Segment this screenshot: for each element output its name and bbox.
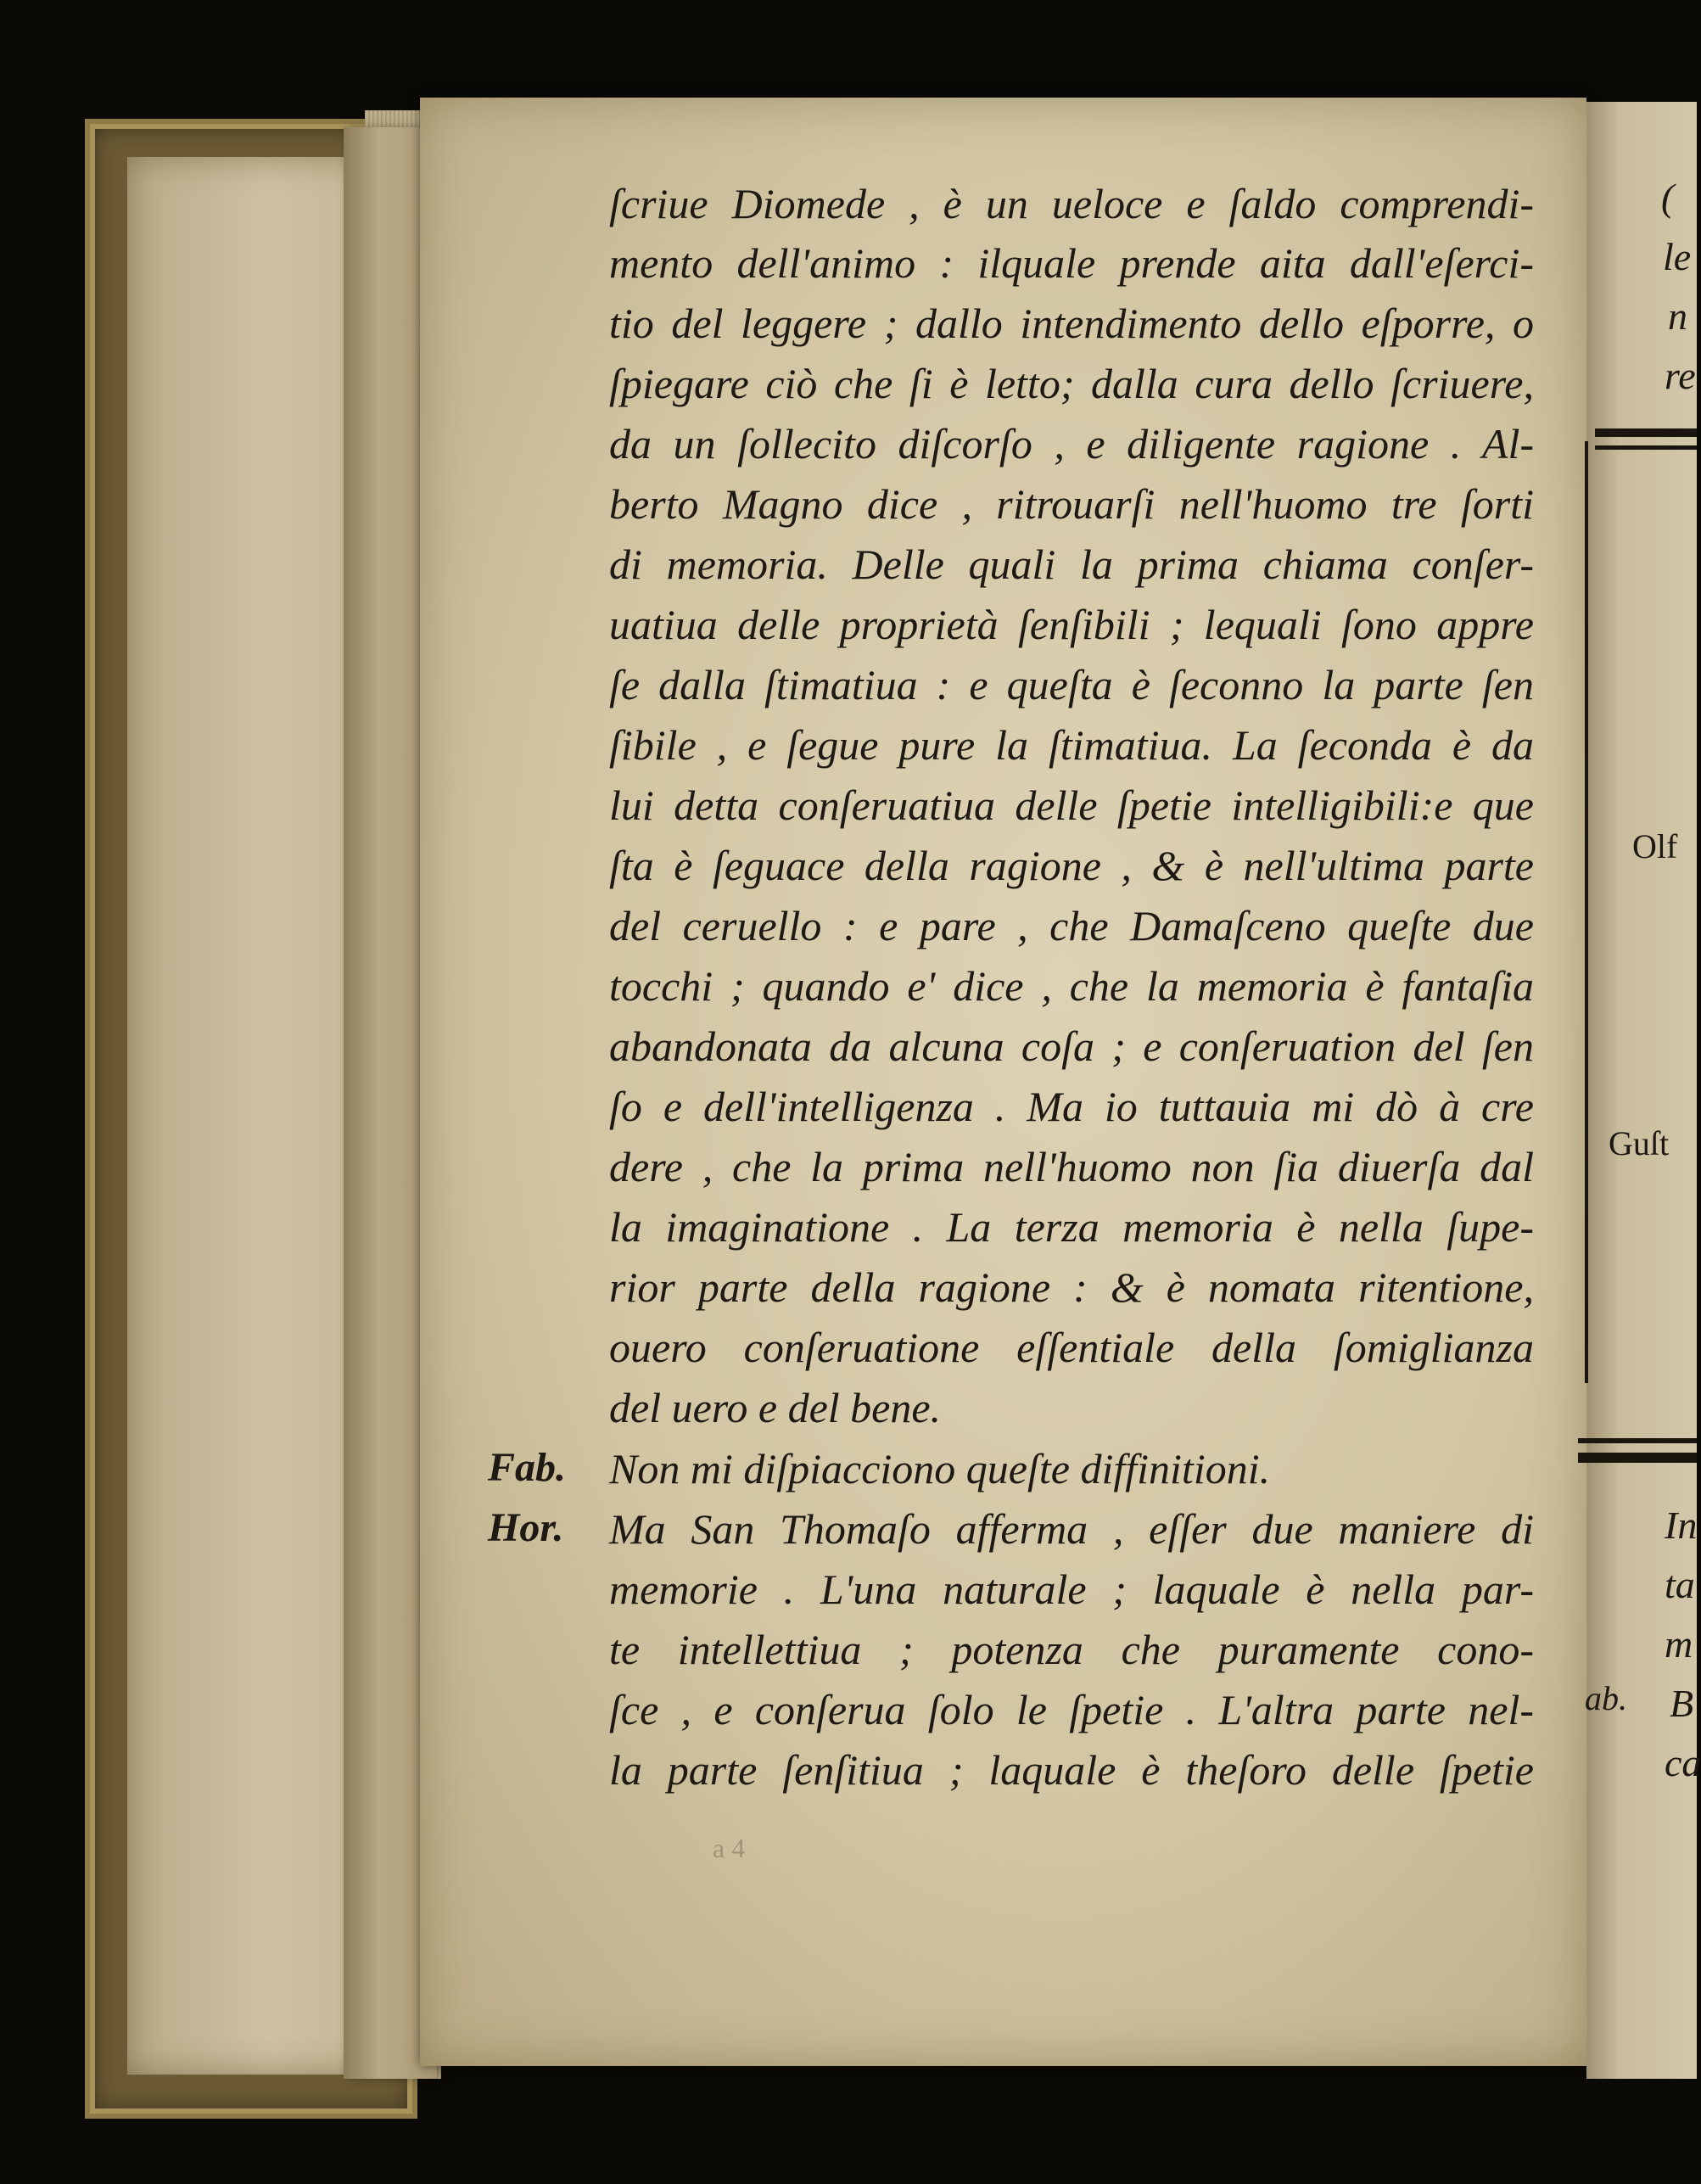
right-fragment: ( [1661,176,1675,219]
rule [1578,1438,1697,1443]
right-fragment: ca [1665,1741,1701,1784]
frame-line [1585,441,1588,1383]
right-fragment: le [1663,235,1692,278]
text-line: ſce , e conſerua ſolo le ſpetie . L'altra parte nel- [609,1686,1534,1733]
text-line: ſpiegare ciò che ſi è letto; dalla cura dello ſcriuere, [609,360,1534,407]
right-fragment: Guſt [1609,1124,1670,1162]
signature-mark: a 4 [713,1833,746,1863]
text-line-short: Non mi diſpiacciono queſte diffinitioni. [609,1445,1271,1492]
text-line: ſibile , e ſegue pure la ſtimatiua. La ſeconda è da [609,721,1534,769]
right-fragment: n [1668,294,1687,338]
text-line: ſo e dell'intelligenza . Ma io tuttauia mi dò à cre [609,1083,1534,1130]
text-line: Ma San Thomaſo afferma , eſſer due maniere di [609,1505,1534,1553]
text-line: abandonata da alcuna coſa ; e conſeruation del ſen [609,1022,1534,1070]
text-line: tio del leggere ; dallo intendimento dello eſporre, o [609,300,1534,347]
right-fragment: ab. [1585,1679,1627,1717]
text-line: mento dell'animo : ilquale prende aita dall'eſerci- [609,239,1534,287]
text-line: la imaginatione . La terza memoria è nella ſupe- [609,1203,1534,1251]
text-line: di memoria. Delle quali la prima chiama conſer- [609,540,1534,588]
right-fragment: B [1670,1682,1694,1725]
text-line: ſcriue Diomede , è un ueloce e ſaldo comprendi- [609,180,1534,227]
text-line-short: del uero e del bene. [609,1384,942,1431]
right-fragment: ta [1665,1563,1695,1606]
rule [1578,1453,1697,1463]
text-line: rior parte della ragione : & è nomata ritentione, [609,1263,1534,1311]
speaker-label-hor: Hor. [488,1505,564,1550]
rule [1595,428,1697,437]
text-line: ſta è ſeguace della ragione , & è nell'ultima parte [609,842,1534,889]
text-line: da un ſollecito diſcorſo , e diligente ragione . Al- [609,420,1534,468]
text-line: te intellettiua ; potenza che puramente cono- [609,1626,1534,1673]
right-fragment: re [1665,354,1696,397]
text-line: berto Magno dice , ritrouarſi nell'huomo tre ſorti [609,480,1534,528]
text-line: lui detta conſeruatiua delle ſpetie intelligibili:e que [609,781,1534,829]
text-line: del ceruello : e pare , che Damaſceno queſte due [609,902,1534,949]
right-fragment: m [1665,1622,1693,1666]
text-line: tocchi ; quando e' dice , che la memoria è fantaſia [609,962,1534,1010]
right-fragment: In [1665,1504,1698,1547]
text-line: dere , che la prima nell'huomo non ſia diuerſa dal [609,1143,1534,1190]
text-line: uatiua delle proprietà ſenſibili ; lequali ſono appre [609,601,1534,648]
text-line: ouero conſeruatione eſſentiale della ſomiglianza [609,1324,1534,1371]
rule [1595,445,1697,450]
right-fragment: Olf [1632,827,1678,865]
speaker-label-fab: Fab. [488,1445,567,1490]
text-line: la parte ſenſitiua ; laquale è theſoro delle ſpetie [609,1746,1534,1794]
text-line: ſe dalla ſtimatiua : e queſta è ſeconno la parte ſen [609,661,1534,708]
text-line: memorie . L'una naturale ; laquale è nella par- [609,1565,1534,1613]
